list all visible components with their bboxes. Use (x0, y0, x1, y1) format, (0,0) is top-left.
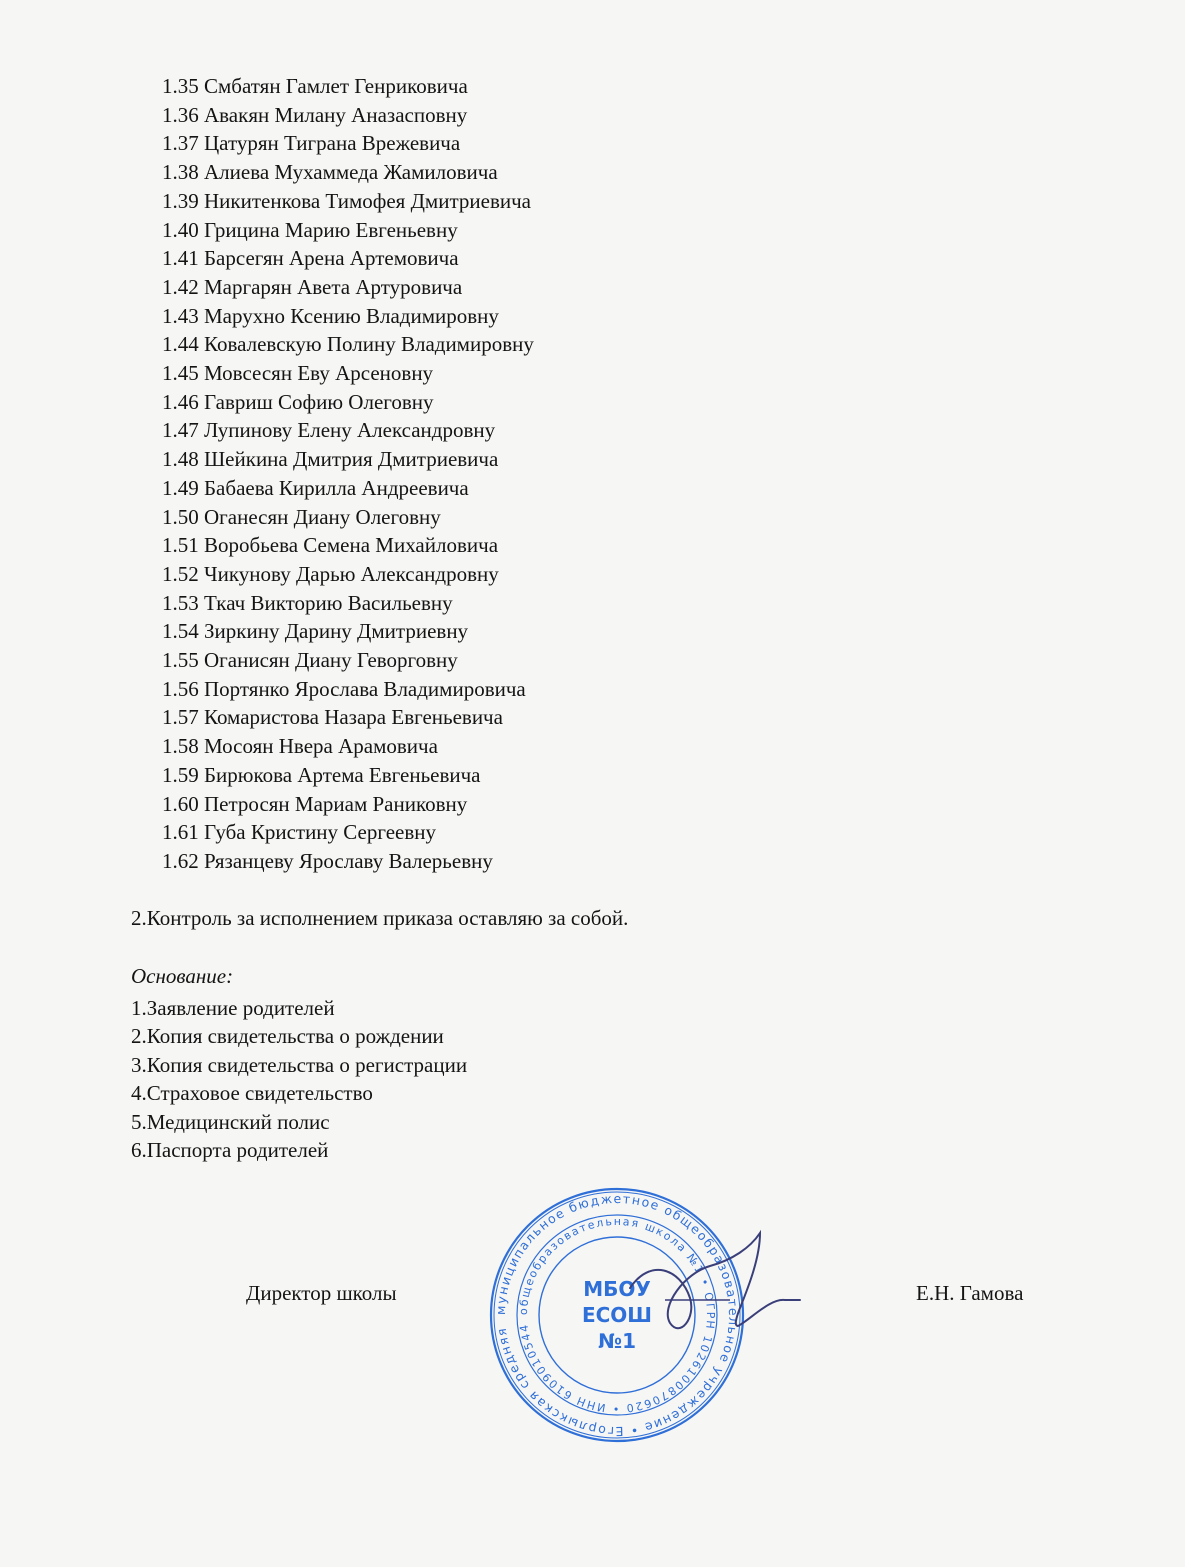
basis-list-item: 1.Заявление родителей (131, 996, 335, 1020)
student-list-item: 1.35 Смбатян Гамлет Генриковича (162, 74, 468, 98)
student-list-item: 1.53 Ткач Викторию Васильевну (162, 590, 453, 615)
student-list-item: 1.62 Рязанцеву Ярославу Валерьевну (162, 848, 493, 873)
student-list-item: 1.51 Воробьева Семена Михайловича (162, 533, 499, 558)
student-list-item: 1.47 Лупинову Елену Александровну (162, 418, 496, 443)
student-list-item: 1.56 Портянко Ярослава Владимировича (162, 676, 526, 701)
student-list-item: 1.52 Чикунову Дарью Александровну (162, 561, 499, 586)
director-signature (610, 1228, 810, 1348)
seal-inner-text: общеобразовательная школа №1 • ОГРН 1026100870620 • ИНН 6109010544 (516, 1214, 718, 1416)
student-list-item: 1.55 Оганисян Диану Геворговну (162, 648, 458, 673)
student-list-item: 1.38 Алиева Мухаммеда Жамиловича (162, 160, 498, 185)
student-list-item: 1.61 Губа Кристину Сергеевну (162, 820, 437, 845)
basis-list-item: 6.Паспорта родителей (131, 1138, 329, 1163)
control-clause: 2.Контроль за исполнением приказа оставляю за собой. (131, 906, 629, 930)
student-list-item: 1.54 Зиркину Дарину Дмитриевну (162, 619, 469, 644)
basis-list (131, 994, 467, 1164)
student-list-item: 1.40 Грицина Марию Евгеньевну (162, 217, 458, 242)
student-list-item: 1.59 Бирюкова Артема Евгеньевича (162, 762, 481, 787)
student-list-item: 1.49 Бабаева Кирилла Андреевича (162, 475, 469, 500)
signature-role: Директор школы (246, 1281, 397, 1305)
basis-list-item: 5.Медицинский полис (131, 1109, 330, 1134)
basis-list-item: 3.Копия свидетельства о регистрации (131, 1052, 468, 1077)
basis-title: Основание: (131, 964, 234, 988)
basis-list-item: 2.Копия свидетельства о рождении (131, 1024, 444, 1049)
student-list-item: 1.36 Авакян Милану Аназасповну (162, 102, 468, 127)
student-list-item: 1.58 Мосоян Нвера Арамовича (162, 734, 438, 759)
student-list-item: 1.50 Оганесян Диану Олеговну (162, 504, 441, 529)
student-list-item: 1.60 Петросян Мариам Раниковну (162, 791, 468, 816)
seal-center-line: №1 (598, 1329, 636, 1353)
basis-list-item: 4.Страховое свидетельство (131, 1081, 373, 1106)
student-list-item: 1.39 Никитенкова Тимофея Дмитриевича (162, 188, 531, 213)
student-list-item: 1.46 Гавриш Софию Олеговну (162, 389, 434, 414)
student-list-item: 1.37 Цатурян Тиграна Врежевича (162, 131, 461, 156)
student-list-item: 1.44 Ковалевскую Полину Владимировну (162, 332, 534, 357)
student-list-item: 1.43 Марухно Ксению Владимировну (162, 303, 499, 328)
seal-center-line: МБОУ (583, 1277, 651, 1301)
seal-center-line: ЕСОШ (581, 1303, 653, 1327)
student-list (162, 72, 534, 876)
student-list-item: 1.57 Комаристова Назара Евгеньевича (162, 705, 503, 730)
signature-name: Е.Н. Гамова (916, 1281, 1024, 1305)
student-list-item: 1.42 Маргарян Авета Артуровича (162, 274, 463, 299)
student-list-item: 1.48 Шейкина Дмитрия Дмитриевича (162, 447, 499, 472)
student-list-item: 1.41 Барсегян Арена Артемовича (162, 246, 459, 271)
seal-outer-text: муниципальное бюджетное общеобразовательное учреждение • Егорлыкская средняя (492, 1190, 742, 1440)
student-list-item: 1.45 Мовсесян Еву Арсеновну (162, 361, 434, 386)
